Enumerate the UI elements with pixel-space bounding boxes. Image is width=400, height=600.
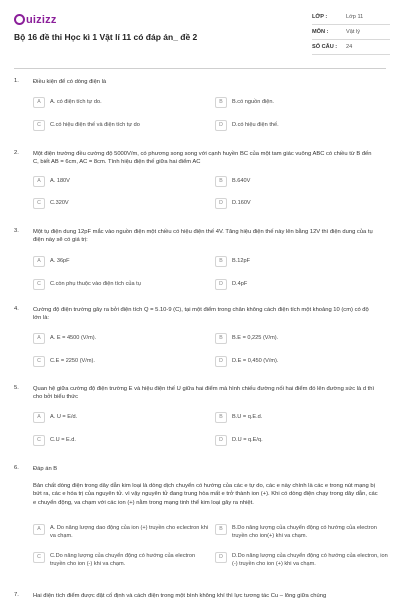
option-d[interactable] [215, 197, 385, 211]
question-text: Một điện trường đều cường độ 5000V/m, có phương song song với cạnh huyền BC của một tam giác vuông ABC có chiều từ B đến C, biết AB = 6cm, AC = 8cm. Tính hiệu điện thế giữa hai điểm AC [33, 151, 372, 166]
option-text: D.160V [232, 200, 251, 206]
option-letter: B [215, 333, 227, 344]
option-text: A. U = E/d. [50, 414, 78, 420]
meta-row-count [312, 40, 390, 55]
option-text: C.E = 2250 (V/m). [50, 358, 95, 364]
option-letter: A [33, 97, 45, 108]
option-letter: B [215, 524, 227, 535]
meta-table [312, 10, 390, 55]
option-letter: A [33, 333, 45, 344]
option-text: D.4pF [232, 281, 248, 287]
question-number: 4. [14, 306, 19, 312]
meta-value: Vật lý [346, 29, 360, 35]
option-d[interactable] [215, 278, 385, 292]
question-number: 6. [14, 465, 19, 471]
option-letter: D [215, 552, 227, 563]
option-text: B.E = 0,225 (V/m). [232, 335, 279, 341]
header [0, 0, 400, 66]
option-letter: C [33, 435, 45, 446]
option-letter: A [33, 524, 45, 535]
meta-key: LỚP : [312, 14, 328, 20]
option-text: C.có hiệu điện thế và điện tích tự do [50, 122, 140, 128]
option-text: D.có hiệu điện thế. [232, 122, 279, 128]
option-text: B.U = q.E.d. [232, 414, 263, 420]
option-letter: D [215, 356, 227, 367]
option-d[interactable] [215, 119, 385, 133]
meta-key: MÔN : [312, 29, 329, 35]
option-text: D.Do năng lượng của chuyển động có hướng của electron, ion (-) truyền cho ion (+) khi va chạm. [232, 553, 388, 567]
option-text: A. Do năng lượng dao động của ion (+) truyền cho eclectron khi va chạm. [50, 525, 209, 539]
question-text: Cường độ điện trường gây ra bởi điện tích Q = 5.10-9 (C), tại một điểm trong chân không cách điện tích một khoảng 10 (cm) có độ lớn là: [33, 307, 369, 322]
logo-text: uizizz [26, 14, 57, 26]
question-text: Hai điện tích điểm được đặt cố định và cách điện trong một bình không khí thì lực tương tác Cu – lông giữa chúng [33, 593, 327, 599]
option-text: B.có nguồn điện. [232, 99, 274, 105]
option-text: C.Do năng lượng của chuyển động có hướng của electron truyền cho ion (-) khi va chạm. [50, 553, 196, 567]
question-number: 7. [14, 592, 19, 598]
option-letter: C [33, 356, 45, 367]
option-letter: B [215, 256, 227, 267]
option-b[interactable] [215, 175, 385, 189]
question-text: Một tụ điện dung 12pF mắc vào nguồn điện một chiều có hiệu điện thế 4V. Tăng hiệu điện thế này lên bằng 12V thì điện dung của tụ điện này sẽ có giá trị: [33, 229, 373, 244]
option-text: A. có điện tích tự do. [50, 99, 102, 105]
option-text: A. 180V [50, 178, 70, 184]
option-b[interactable] [215, 523, 393, 545]
question-text: Đáp án B [33, 466, 58, 472]
option-letter: A [33, 412, 45, 423]
option-letter: B [215, 176, 227, 187]
option-d[interactable] [215, 551, 393, 573]
question-number: 1. [14, 78, 19, 84]
option-letter: C [33, 120, 45, 131]
option-text: B.12pF [232, 258, 251, 264]
option-b[interactable] [215, 411, 385, 425]
option-letter: A [33, 256, 45, 267]
option-a[interactable] [33, 96, 203, 110]
option-text: C.còn phụ thuộc vào điện tích của tụ [50, 281, 141, 287]
option-text: A. E = 4500 (V/m). [50, 335, 97, 341]
option-c[interactable] [33, 434, 203, 448]
option-text: B.640V [232, 178, 251, 184]
question-text: Điều kiện để có dòng điện là [33, 79, 107, 85]
option-text: D.U = q.E/q. [232, 437, 263, 443]
option-a[interactable] [33, 175, 203, 189]
option-a[interactable] [33, 523, 211, 545]
meta-row-class [312, 10, 390, 25]
option-d[interactable] [215, 434, 385, 448]
document-title: Bộ 16 đề thi Học kì 1 Vật lí 11 có đáp án_ đề 2 [14, 32, 198, 42]
option-text: A. 36pF [50, 258, 70, 264]
option-c[interactable] [33, 278, 203, 292]
question-number: 2. [14, 150, 19, 156]
question-text: Quan hệ giữa cường độ điện trường E và hiệu điện thế U giữa hai điểm mà hình chiếu đường nối hai điểm đó lên đường sức là d thì cho bởi biểu thức [33, 386, 375, 401]
option-c[interactable] [33, 119, 203, 133]
question-number: 3. [14, 228, 19, 234]
option-letter: D [215, 120, 227, 131]
meta-key: SỐ CÂU : [312, 44, 338, 50]
option-letter: C [33, 552, 45, 563]
option-b[interactable] [215, 255, 385, 269]
option-letter: D [215, 435, 227, 446]
option-text: C.320V [50, 200, 69, 206]
option-letter: D [215, 198, 227, 209]
option-letter: B [215, 97, 227, 108]
quizizz-logo [14, 14, 57, 26]
option-text: B.Do năng lượng của chuyển động có hướng của electron truyền cho ion(+) khi va chạm. [232, 525, 377, 539]
question-number: 5. [14, 385, 19, 391]
option-a[interactable] [33, 332, 203, 346]
option-b[interactable] [215, 332, 385, 346]
option-letter: A [33, 176, 45, 187]
option-c[interactable] [33, 355, 203, 369]
meta-row-subject [312, 25, 390, 40]
option-text: C.U = E.d. [50, 437, 76, 443]
option-letter: B [215, 412, 227, 423]
option-text: D.E = 0,450 (V/m). [232, 358, 279, 364]
option-letter: C [33, 279, 45, 290]
option-a[interactable] [33, 411, 203, 425]
logo-q-icon [14, 14, 25, 25]
option-letter: D [215, 279, 227, 290]
header-divider [14, 68, 386, 69]
option-d[interactable] [215, 355, 385, 369]
meta-value: 24 [346, 44, 353, 50]
option-a[interactable] [33, 255, 203, 269]
option-b[interactable] [215, 96, 385, 110]
option-c[interactable] [33, 197, 203, 211]
option-letter: C [33, 198, 45, 209]
question-paragraph: Bản chất dòng điện trong dây dẫn kim loại là dòng dịch chuyển có hướng của các e tự do, các e này chính là các e trong nút mạng bị bứt ra, các e hóa trị của nguyên tử. vì vậy nguyên tử đang trung hòa mất e trở thành ion (+). Khi có dòng điện chạy trong dây dẫn, các e chuyển động, va chạm với các ion (+) nằm trong mạng tinh thể kim loại gây ra nhiệt. [33, 483, 378, 506]
option-c[interactable] [33, 551, 211, 573]
meta-value: Lớp 11 [346, 14, 364, 20]
